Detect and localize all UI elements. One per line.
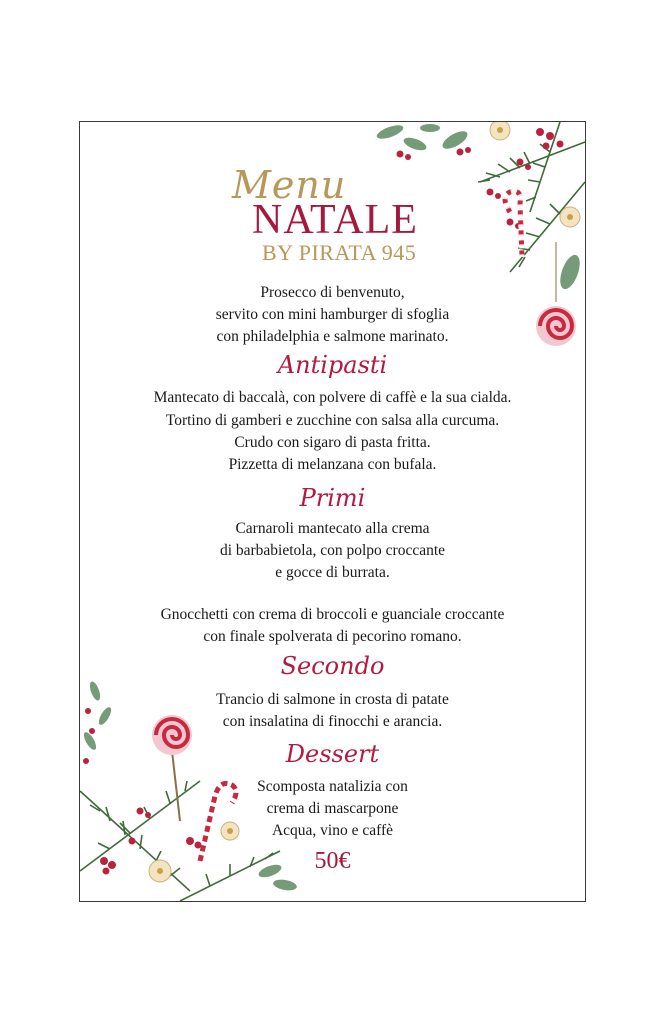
welcome-line: Prosecco di benvenuto, xyxy=(260,284,405,301)
subtitle: BY PIRATA 945 xyxy=(262,240,417,265)
menu-item-line: Acqua, vino e caffè xyxy=(271,822,394,839)
section-title-primi: Primi xyxy=(299,484,366,512)
menu-item-line: Gnocchetti con crema di broccoli e guanciale croccante xyxy=(160,606,505,623)
menu-item-line: con insalatina di finocchi e arancia. xyxy=(222,713,443,730)
menu-item-line: e gocce di burrata. xyxy=(275,564,390,581)
menu-item-line: Mantecato di baccalà, con polvere di caffè e la sua cialda. xyxy=(153,389,512,406)
menu-item-line: Carnaroli mantecato alla crema xyxy=(235,520,430,537)
menu-item-line: Trancio di salmone in crosta di patate xyxy=(216,691,449,708)
menu-item-line: Scomposta natalizia con xyxy=(257,778,408,795)
menu-item-line: Tortino di gamberi e zucchine con salsa alla curcuma. xyxy=(165,412,500,429)
menu-card xyxy=(79,121,586,902)
menu-script-title: Menu xyxy=(232,163,347,207)
price: 50€ xyxy=(314,848,351,874)
welcome-line: servito con mini hamburger di sfoglia xyxy=(215,306,450,323)
section-title-dessert: Dessert xyxy=(285,740,380,768)
menu-item-line: crema di mascarpone xyxy=(266,800,399,817)
page-title: NATALE xyxy=(252,197,418,243)
menu-item-line: di barbabietola, con polpo croccante xyxy=(219,542,446,559)
section-title-secondo: Secondo xyxy=(280,652,385,680)
menu-item-line: con finale spolverata di pecorino romano. xyxy=(203,628,462,645)
section-title-antipasti: Antipasti xyxy=(277,351,388,379)
welcome-line: con philadelphia e salmone marinato. xyxy=(216,328,449,345)
menu-item-line: Crudo con sigaro di pasta fritta. xyxy=(234,434,431,451)
menu-item-line: Pizzetta di melanzana con bufala. xyxy=(228,456,437,473)
